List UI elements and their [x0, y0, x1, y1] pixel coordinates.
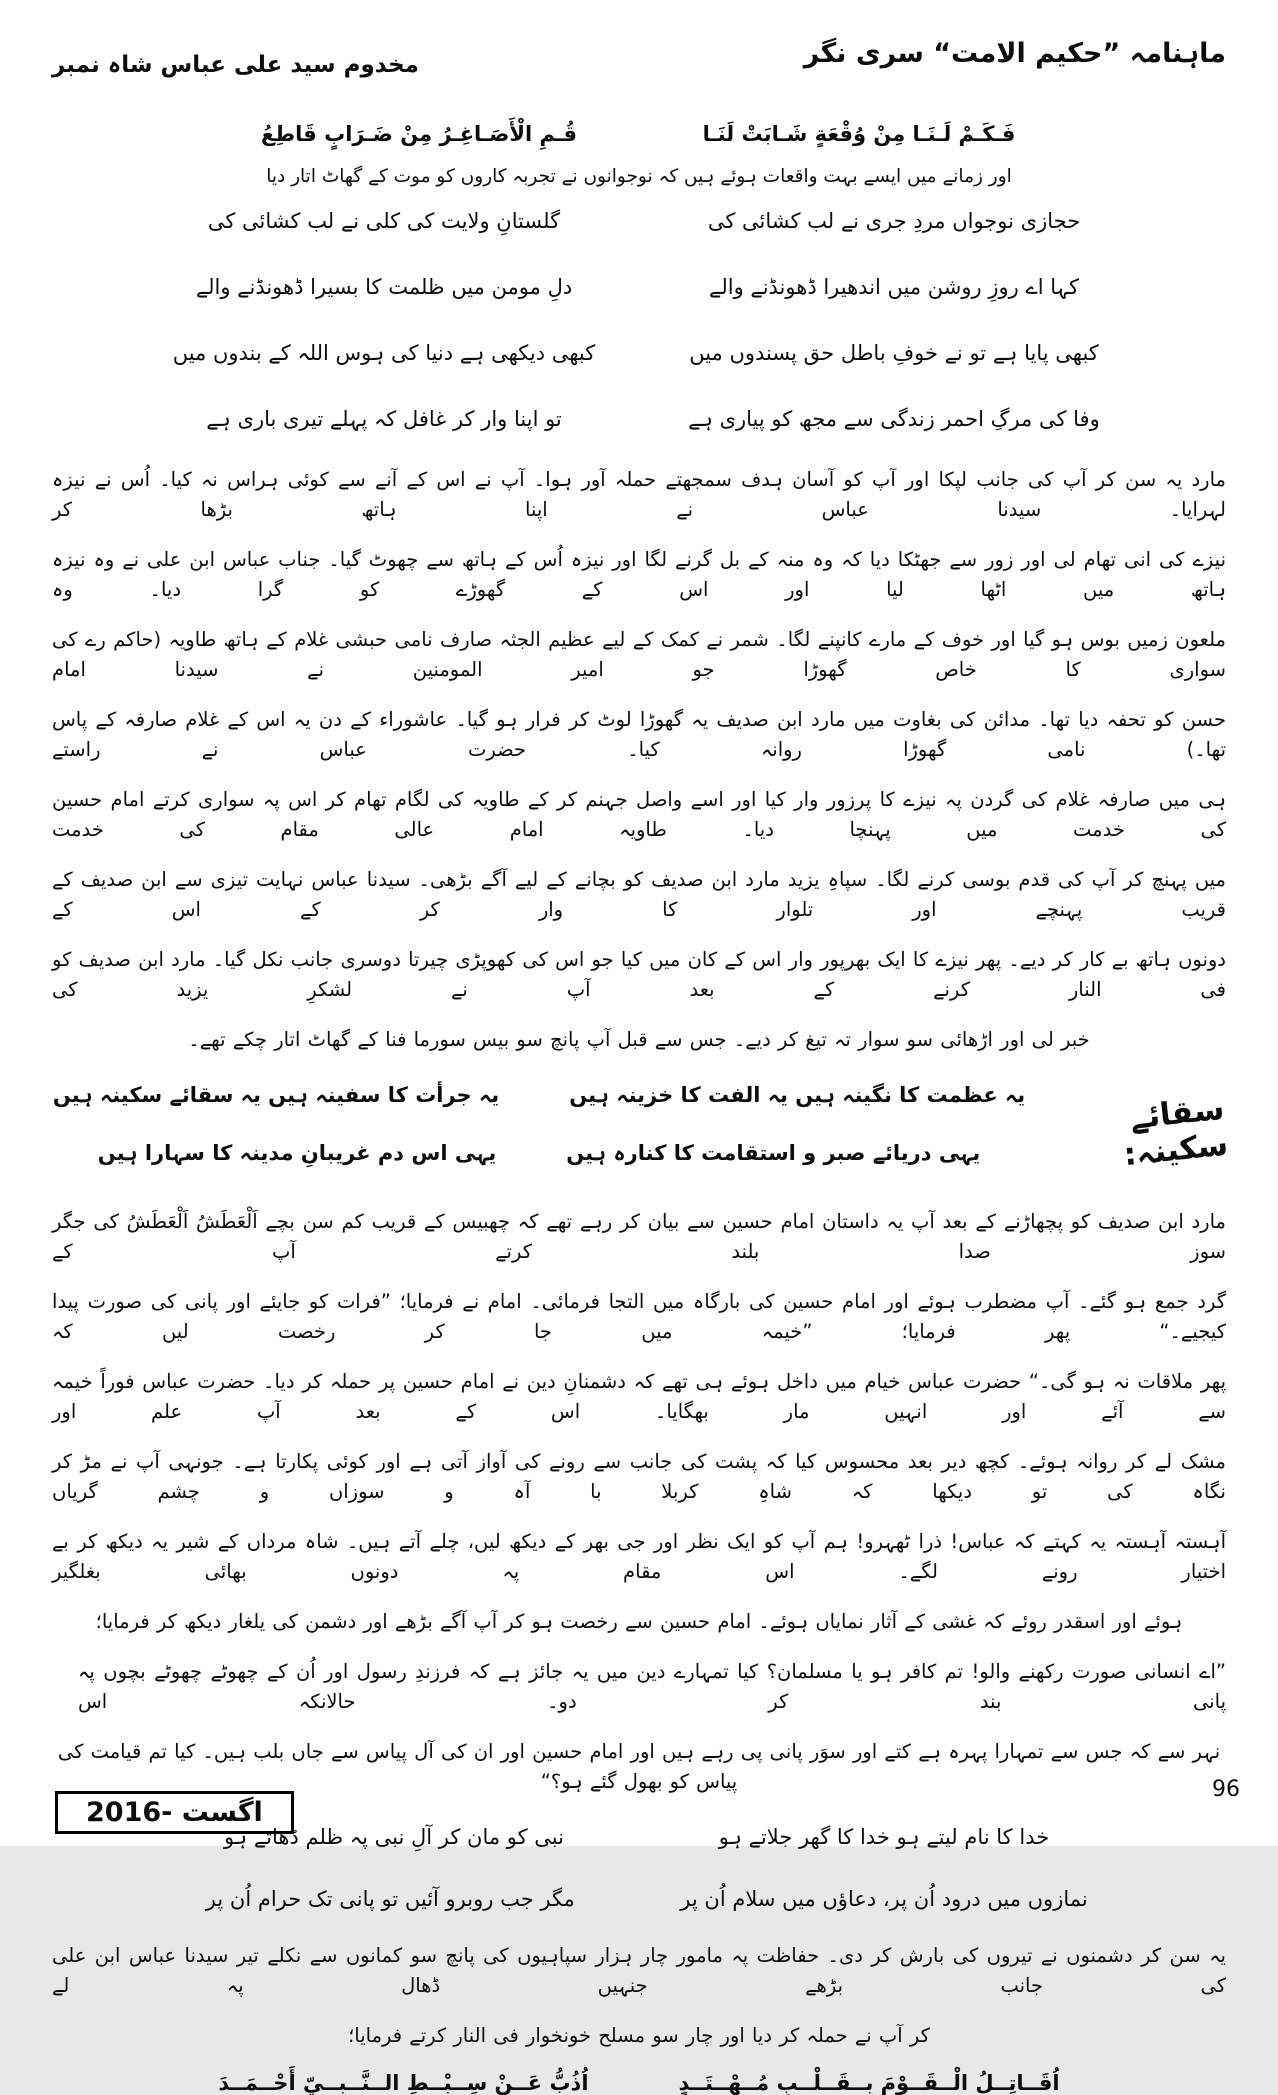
prose-line: دونوں ہاتھ بے کار کر دیے۔ پھر نیزے کا ایک بھرپور وار اس کے کان میں کیا جو اس کی کھوپڑی چیرتا دوسری جانب نکل گیا۔ مارد ابن صدیف کو فی النار کرنے کے بعد آپ نے لشکرِ یزید کی [52, 948, 1226, 1001]
page-header [52, 38, 1226, 96]
hemistich-left: تو اپنا وار کر غافل کہ پہلے تیری باری ہے [206, 407, 562, 431]
section-heading: سقائے سکینہ: [1122, 1090, 1230, 1174]
hemistich-right: خدا کا نام لیتے ہو خدا کا گھر جلاتے ہو [718, 1825, 1050, 1849]
poem-couplet [52, 1133, 1026, 1173]
prose-line: نیزے کی انی تھام لی اور زور سے جھٹکا دیا کہ وہ منہ کے بل گرنے لگا اور نیزہ اُس کے ہاتھ سے چھوٹ گیا۔ جناب عباس ابن علی نے وہ نیزہ ہاتھ میں اٹھا لیا اور اس کے گھوڑے کو گرا دیا۔ وہ [52, 548, 1226, 601]
prose-line: مشک لے کر روانہ ہوئے۔ کچھ دیر بعد محسوس کیا کہ پشت کی جانب سے رونے کی آواز آتی ہے اور کوئی پکارتا ہے۔ جونہی آپ نے مڑ کر نگاہ کی تو دیکھا کہ شاہِ کربلا با آہ و سوزاں و چشم گریاں [52, 1450, 1226, 1503]
prose-line: ہوئے اور اسقدر روئے کہ غشی کے آثار نمایاں ہوئے۔ امام حسین سے رخصت ہو کر آپ آگے بڑھے اور دشمن کی یلغار دیکھ کر فرمایا؛ [95, 1610, 1183, 1633]
prose-line: مارد ابن صدیف کو پچھاڑنے کے بعد آپ یہ داستان امام حسین سے بیان کر رہے تھے کہ چھبیس کے قریب کم سن بچے اَلْعَطَشُ اَلْعَطَشُ کی جگر سوز صدا بلند کرتے آپ کے [52, 1210, 1226, 1263]
hemistich-left: گلستانِ ولایت کی کلی نے لب کشائی کی [207, 209, 561, 233]
quote-line: ”اے انسانی صورت رکھنے والو! تم کافر ہو یا مسلمان؟ کیا تمہارے دین میں یہ جائز ہے کہ فرزندِ رسول اور اُن کے چھوٹے چھوٹے بچوں پہ پانی بند کر دو۔ حالانکہ اس [78, 1660, 1226, 1713]
arabic-couplet-2 [52, 2071, 1226, 2095]
page-footer [0, 1746, 1278, 1846]
intro-line: اور زمانے میں ایسے بہت واقعات ہوئے ہیں کہ نوجوانوں نے تجربہ کاروں کو موت کے گھاٹ اتار دیا [266, 166, 1012, 187]
saqqa-e-sakina-section [52, 1075, 1230, 1191]
hemistich-right: حجازی نوجواں مردِ جری نے لب کشائی کی [707, 209, 1081, 233]
special-issue-title: مخدوم سید علی عباس شاہ نمبر [52, 52, 419, 78]
prose-line: آہستہ آہستہ یہ کہتے کہ عباس! ذرا ٹھہرو! ہم آپ کو ایک نظر اور جی بھر کے دیکھ لیں، چلے آتے ہیں۔ شاہ مرداں کے شیر یہ دیکھ کر بے اختیار رونے لگے۔ اس مقام پہ دونوں بھائی بغلگیر [52, 1530, 1226, 1583]
prose-line: حسن کو تحفہ دیا تھا۔ مدائن کی بغاوت میں مارد ابن صدیف یہ گھوڑا لوٹ کر فرار ہو گیا۔ عاشوراء کے دن یہ اس کے غلام صارفہ کے پاس تھا۔) نامی گھوڑا روانہ کیا۔ حضرت عباس نے راستے [52, 708, 1226, 761]
prose-line: ہی میں صارفہ غلام کی گردن پہ نیزے کا پرزور وار کیا اور اسے واصل جہنم کر کے طاویہ کی لگام تھام کر اس پہ سواری کرتے امام حسین کی خدمت میں پہنچا دیا۔ طاویہ امام عالی مقام کی خدمت [52, 788, 1226, 841]
hemistich-left: اُذُبُّ عَــنْ سِــبْــطِ الــنَّــبِــيِّ أَحْــمَــدَ [218, 2071, 589, 2095]
prose-line: یہ سن کر دشمنوں نے تیروں کی بارش کر دی۔ حفاظت پہ مامور چار ہزار سپاہیوں کی پانچ سو کمانوں سے نکلے تیر سیدنا عباس ابن علی کی جانب بڑھے جنہیں ڈھال پہ لے [52, 1944, 1226, 1997]
prose-line: خبر لی اور اڑھائی سو سوار تہ تیغ کر دیے۔ جس سے قبل آپ پانچ سو بیس سورما فنا کے گھاٹ اتار چکے تھے۔ [188, 1028, 1090, 1051]
prose-line: گرد جمع ہو گئے۔ آپ مضطرب ہوئے اور امام حسین کی بارگاہ میں التجا فرمائی۔ امام نے فرمایا؛ ”فرات کو جایئے اور پانی کی صورت پیدا کیجیے۔“ پھر فرمایا؛ ”خیمہ میں جا کر رخصت لیں کہ [52, 1290, 1226, 1343]
hemistich-right: نمازوں میں درود اُن پر، دعاؤں میں سلام اُن پر [680, 1887, 1088, 1911]
poem-couplet [52, 201, 1226, 241]
prose-block-3 [52, 1941, 1226, 2051]
issue-date-box: اگست -2016 [55, 1791, 294, 1834]
poem-couplet [52, 399, 1226, 439]
hemistich-right: کہا اے روزِ روشن میں اندھیرا ڈھونڈنے والے [709, 275, 1079, 299]
prose-line: کر آپ نے حملہ کر دیا اور چار سو مسلح خونخوار فی النار کرتے فرمایا؛ [348, 2024, 930, 2047]
hemistich-left: قُـمِ الْأَصَـاغِـرُ مِنْ ضَـرَابٍ قَاطِعُ [261, 122, 577, 146]
prose-line: میں پہنچ کر آپ کی قدم بوسی کرنے لگا۔ سپاہِ یزید مارد ابن صدیف کو بچانے کے لیے آگے بڑھی۔ سیدنا عباس نہایت تیزی سے ابن صدیف کے قریب پہنچے اور تلوار کا وار کر کے اس کے [52, 868, 1226, 921]
hemistich-left: مگر جب روبرو آئیں تو پانی تک حرام اُن پر [205, 1887, 575, 1911]
prose-block-2 [52, 1207, 1226, 1637]
saqqa-poem [52, 1075, 1026, 1191]
hemistich-right: وفا کی مرگِ احمر زندگی سے مجھ کو پیاری ہے [688, 407, 1100, 431]
arabic-couplet-1 [52, 122, 1226, 146]
quote-line: نہر سے کہ جس سے تمہارا پہرہ ہے کتے اور سوَر پانی پی رہے ہیں اور امام حسین اور ان کی آل پیاس سے جاں بلب ہیں۔ کیا تم قیامت کی پیاس کو بھول گئے ہو؟“ [57, 1740, 1221, 1793]
hemistich-left: دلِ مومن میں ظلمت کا بسیرا ڈھونڈنے والے [195, 275, 573, 299]
magazine-title: ماہنامہ ”حکیم الامت“ سری نگر [803, 38, 1226, 69]
hemistich-right: یہی دریائے صبر و استقامت کا کنارہ ہیں [566, 1141, 981, 1165]
poem-couplet [52, 1075, 1026, 1115]
prose-line: مارد یہ سن کر آپ کی جانب لپکا اور آپ کو آسان ہدف سمجھتے حملہ آور ہوا۔ آپ نے اس کے آنے سے کوئی ہراس نہ کیا۔ اُس نے نیزہ لہرایا۔ سیدنا عباس نے اپنا ہاتھ بڑھا کر [52, 468, 1226, 521]
hemistich-left: کبھی دیکھی ہے دنیا کی ہوس اللہ کے بندوں میں [172, 341, 596, 365]
poem-1 [52, 201, 1226, 439]
prose-block-1 [52, 465, 1226, 1055]
prose-line: ملعون زمیں بوس ہو گیا اور خوف کے مارے کانپنے لگا۔ شمر نے کمک کے لیے عظیم الجثہ صارف نامی حبشی غلام کے ہاتھ طاویہ (حاکم رے کی سواری کا خاص گھوڑا جو امیر المومنین نے سیدنا امام [52, 628, 1226, 681]
page-number: 96 [1212, 1777, 1240, 1802]
hemistich-left: نبی کو مان کر آلِ نبی پہ ظلم ڈھاتے ہو [224, 1825, 564, 1849]
poem-couplet [52, 1879, 1226, 1919]
hemistich-right: اُقَــاتِــلُ الْــقَــوْمَ بِــقَــلْــبٍ مُــهْــتَــدٍ [678, 2071, 1060, 2095]
hemistich-left: یہی اس دم غریبانِ مدینہ کا سہارا ہیں [97, 1141, 497, 1165]
hemistich-left: یہ جرأت کا سفینہ ہیں یہ سقائے سکینہ ہیں [52, 1083, 500, 1107]
poem-couplet [52, 333, 1226, 373]
hemistich-right: فَـكَـمْ لَـنَـا مِنْ وُقْعَةٍ شَـابَتْ لَنَـا [702, 122, 1016, 146]
hemistich-right: کبھی پایا ہے تو نے خوفِ باطل حق پسندوں میں [689, 341, 1099, 365]
prose-line: پھر ملاقات نہ ہو گی۔“ حضرت عباس خیام میں داخل ہوئے ہی تھے کہ دشمنانِ دین نے امام حسین پر حملہ کر دیا۔ حضرت عباس فوراً خیمہ سے آئے اور انہیں مار بھگایا۔ اس کے بعد آپ علم اور [52, 1370, 1226, 1423]
poem-couplet [52, 267, 1226, 307]
hemistich-right: یہ عظمت کا نگینہ ہیں یہ الفت کا خزینہ ہیں [569, 1083, 1026, 1107]
